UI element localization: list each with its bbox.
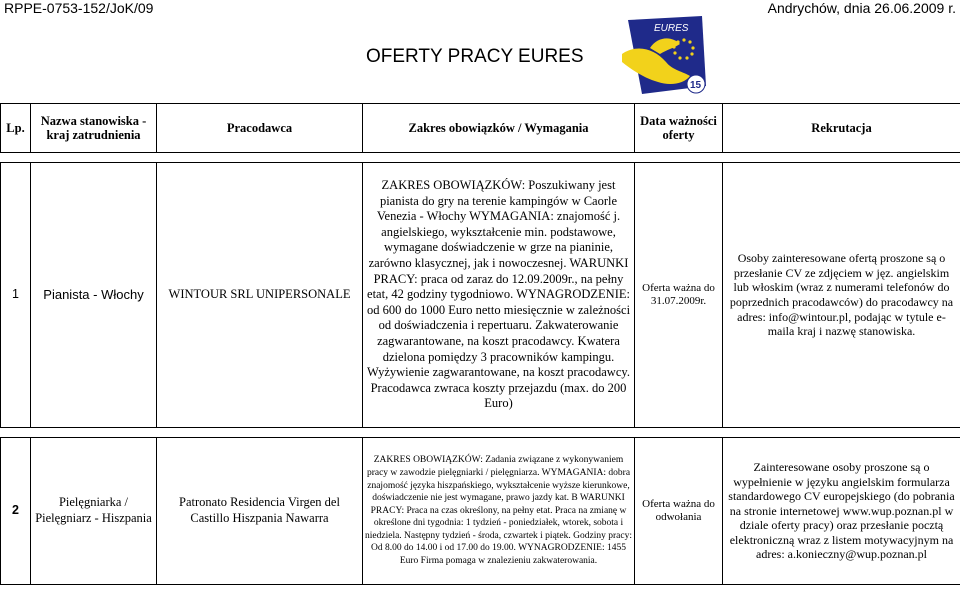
job-offers-table <box>0 103 960 585</box>
table-row <box>1 163 960 428</box>
header-duties: Zakres obowiązków / Wymagania <box>363 104 635 153</box>
header-position: Nazwa stanowiska - kraj zatrudnienia <box>31 104 157 153</box>
logo-badge-text: 15 <box>690 80 702 91</box>
page-title: OFERTY PRACY EURES <box>366 46 584 67</box>
spacer-row <box>1 428 960 438</box>
header-validity: Data ważności oferty <box>635 104 723 153</box>
header-employer: Pracodawca <box>157 104 363 153</box>
row-position: Pielęgniarka / Pielęgniarz - Hiszpania <box>31 438 157 585</box>
row-lp: 2 <box>1 438 31 585</box>
row-validity: Oferta ważna do 31.07.2009r. <box>635 163 723 428</box>
row-validity: Oferta ważna do odwołania <box>635 438 723 585</box>
row-position: Pianista - Włochy <box>31 163 157 428</box>
row-employer: Patronato Residencia Virgen del Castillo Hiszpania Nawarra <box>157 438 363 585</box>
row-recruitment: Osoby zainteresowane ofertą proszone są o przesłanie CV ze zdjęciem w jęz. angielskim lub włoskim (wraz z numerami telefonów do poprzednich pracodawców) do pracodawcy na adres: info@wintour.pl, podając w tytule e-maila kraj i nazwę stanowiska. <box>723 163 960 428</box>
header-recruitment: Rekrutacja <box>723 104 960 153</box>
row-duties: ZAKRES OBOWIĄZKÓW: Poszukiwany jest pianista do gry na terenie kampingów w Caorle Venezia - Włochy WYMAGANIA: znajomość j. angielskiego, wykształcenie min. podstawowe, wymagane doświadczenie w grze na pianinie, zarówno klasycznej, jak i nowoczesnej. WARUNKI PRACY: praca od zaraz do 12.09.2009r., na pełny etat, 42 godziny tygodniowo. WYNAGRODZENIE: od 600 do 1000 Euro netto miesięcznie w zależności od doświadczenia i repertuaru. Zakwaterowanie zagwarantowane, na koszt pracodawcy. Kwatera dzielona pomiędzy 3 pracowników kampingu. Wyżywienie zagwarantowane, na koszt pracodawcy. Pracodawca zwraca koszty przejazdu (max. do 200 Euro) <box>363 163 635 428</box>
header-lp: Lp. <box>1 104 31 153</box>
row-employer: WINTOUR SRL UNIPERSONALE <box>157 163 363 428</box>
logo-text: EURES <box>654 23 689 34</box>
row-lp: 1 <box>1 163 31 428</box>
row-recruitment: Zainteresowane osoby proszone są o wypełnienie w języku angielskim formularza standardowego CV europejskiego (do pobrania na stronie internetowej www.wup.poznan.pl w dziale oferty pracy) oraz przesłanie pocztą elektroniczną wraz z listem motywacyjnym na adres: a.konieczny@wup.poznan.pl <box>723 438 960 585</box>
spacer-row <box>1 153 960 163</box>
table-row <box>1 438 960 585</box>
row-duties: ZAKRES OBOWIĄZKÓW: Zadania związane z wykonywaniem pracy w zawodzie pielęgniarki / pielęgniarza. WYMAGANIA: dobra znajomość języka hiszpańskiego, wykształcenie wyższe kierunkowe, doświadczenie nie jest wymagane, prawo jazdy kat. B WARUNKI PRACY: Praca na czas określony, na pełny etat. Praca na zmianę w określone dni tygodnia: 1 tydzień - poniedziałek, wtorek, sobota i niedziela. Następny tydzień - środa, czwartek i piątek. Godziny pracy: Od 8.00 do 14.00 i od 17.00 do 19.00. WYNAGRODZENIE: 1455 Euro Firma pomaga w znalezieniu zakwaterowania. <box>363 438 635 585</box>
place-and-date: Andrychów, dnia 26.06.2009 r. <box>767 0 956 16</box>
eures-logo <box>614 14 714 98</box>
reference-number: RPPE-0753-152/JoK/09 <box>4 0 154 16</box>
table-header-row <box>1 104 960 153</box>
